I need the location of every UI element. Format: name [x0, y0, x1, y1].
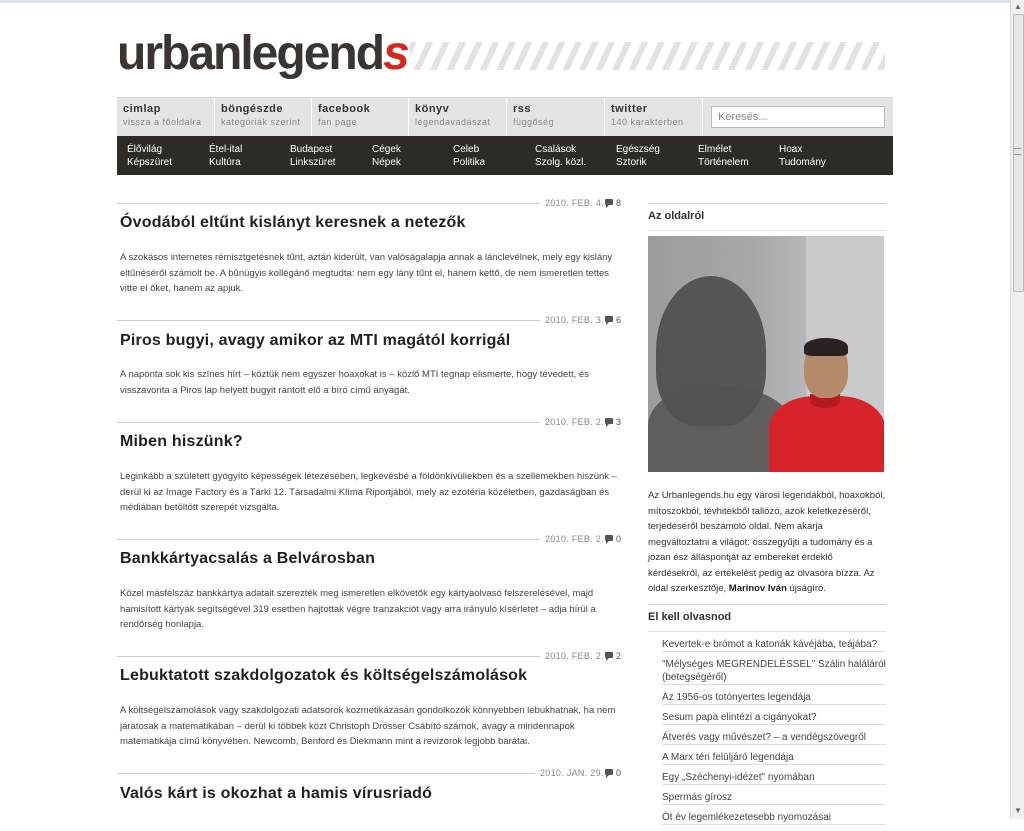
meta-divider [117, 320, 540, 321]
comment-count[interactable]: 6 [616, 315, 622, 325]
post-meta [117, 651, 622, 663]
logo-wordmark: urbanlegends [117, 27, 408, 80]
must-read-link[interactable]: Átverés vagy művészet? – a vendégszövegről [662, 731, 886, 745]
must-read-link[interactable]: Sesum papa elintézi a cigányokat? [662, 711, 886, 725]
nav-cimlap[interactable] [117, 98, 215, 137]
nav-bongeszde[interactable] [215, 98, 312, 137]
nav-subtitle: legendavadászat [415, 117, 491, 127]
must-read-heading-text: El kell olvasnod [648, 611, 732, 623]
post-title[interactable]: Bankkártyacsalás a Belvárosban [120, 550, 376, 567]
search-input[interactable] [711, 106, 885, 128]
nav-subtitle: kategóriák szerint [221, 117, 301, 127]
nav-konyv[interactable] [409, 98, 507, 137]
post-date: 2010. FEB. 2. [545, 417, 604, 427]
comment-count[interactable]: 3 [616, 417, 622, 427]
post-title[interactable]: Piros bugyi, avagy amikor az MTI magától korrigál [120, 332, 511, 349]
meta-divider [117, 656, 540, 657]
must-read-link[interactable]: Spermás gírosz [662, 791, 886, 805]
comment-icon[interactable] [605, 199, 613, 205]
vertical-scrollbar[interactable] [1010, 0, 1024, 819]
nav-title: böngészde [221, 103, 283, 115]
nav-twitter[interactable] [605, 98, 703, 137]
heading-underline [648, 230, 886, 231]
nav-title: cimlap [123, 103, 161, 115]
category-bar [117, 136, 893, 175]
comment-icon[interactable] [605, 316, 613, 322]
category-nepek[interactable]: Népek [372, 157, 401, 168]
nav-subtitle: vissza a főoldalra [123, 117, 202, 127]
post-meta [117, 768, 622, 780]
post-date: 2010. FEB. 2. [545, 651, 604, 661]
category-tortenelem[interactable]: Történelem [698, 157, 749, 168]
category-elmelet[interactable]: Elmélet [698, 144, 732, 155]
post-meta [117, 198, 622, 210]
post-meta [117, 315, 622, 327]
post-excerpt: A költségelszámolások vagy szakdolgozati adatsorok kozmetikázásán gondolkozók könnyebben lebukhatnak, ha nem járatosak a matematikában – derül ki többek közt Christoph Drösser Csábító számok, avagy a mindennapok matematikája című könyvében. Newcomb, Benford és Diekmann mint a revizorok legjobb barátai. [120, 705, 616, 747]
comment-count[interactable]: 0 [616, 534, 622, 544]
window-top-border [0, 0, 1010, 3]
logo-stripes-decoration [410, 42, 885, 70]
category-celeb[interactable]: Celeb [453, 144, 480, 155]
category-sztorik[interactable]: Sztorik [616, 157, 647, 168]
nav-title: rss [513, 103, 532, 115]
nav-title: twitter [611, 103, 648, 115]
must-read-list [662, 638, 886, 831]
nav-rss[interactable] [507, 98, 605, 137]
comment-icon[interactable] [605, 769, 613, 775]
post-excerpt: Leginkább a született gyógyító képességek létezésében, legkevésbé a földönkívüliekben és a szellemekben hiszünk – derül ki az Image Factory és a Tárki 12. Társadalmi Klíma Riportjából, mely az ezotéria közéletben, gazdaságban és médiában betöltött szerepét vizsgálta. [120, 471, 617, 513]
about-heading [648, 203, 886, 222]
comment-icon[interactable] [605, 418, 613, 424]
editor-name: Marinov Iván [728, 583, 787, 594]
category-kultura[interactable]: Kultúra [209, 157, 241, 168]
nav-title: facebook [318, 103, 371, 115]
category-cegek[interactable]: Cégek [372, 144, 401, 155]
post-date: 2010. FEB. 4. [545, 198, 604, 208]
editor-photo [648, 236, 884, 472]
meta-divider [117, 539, 540, 540]
post-date: 2010. FEB. 3. [545, 315, 604, 325]
must-read-link[interactable]: Egy „Széchenyi-idézet" nyomában [662, 771, 886, 785]
must-read-heading [648, 604, 886, 623]
heading-underline [648, 631, 886, 632]
about-text: Az Urbanlegends.hu egy városi legendákból, hoaxokból, mítoszokból, tévhitekből tallózó, azok keletkezéséről, terjedéséről beszámoló oldal. Nem akarja megváltoztatni a világot: összegyűjti a tudomány és a józan ész álláspontját az embereket érdeklő kérdésekről, az értékelést pedig az olvasóra bízza. Az oldal szerkesztője, Marinov Iván újságíró. [648, 490, 886, 594]
category-budapest[interactable]: Budapest [290, 144, 333, 155]
category-etel-ital[interactable]: Étel-ital [209, 144, 243, 155]
nav-title: könyv [415, 103, 450, 115]
comment-count[interactable]: 0 [616, 768, 622, 778]
comment-count[interactable]: 2 [616, 651, 622, 661]
post-title[interactable]: Miben hiszünk? [120, 433, 243, 450]
post-meta [117, 417, 622, 429]
photo-hair [804, 338, 848, 356]
about-heading-text: Az oldalról [648, 210, 705, 222]
meta-divider [117, 773, 535, 774]
site-logo[interactable] [117, 27, 887, 80]
nav-facebook[interactable] [312, 98, 409, 137]
must-read-link[interactable]: Öt év legemlékezetesebb nyomozásai [662, 811, 886, 825]
nav-subtitle: 140 karakterben [611, 117, 684, 127]
meta-divider [117, 203, 540, 204]
scroll-up-icon[interactable]: ▲ [1014, 2, 1022, 11]
nav-subtitle: fan page [318, 117, 358, 127]
scroll-grip-icon [1014, 148, 1021, 155]
post-title[interactable]: Óvodából eltűnt kislányt keresnek a netezők [120, 214, 466, 231]
must-read-link[interactable]: A Marx téri felüljáró legendája [662, 751, 886, 765]
top-navigation [117, 97, 893, 137]
category-linkszuret[interactable]: Linkszüret [290, 157, 336, 168]
comment-icon[interactable] [605, 535, 613, 541]
must-read-link[interactable]: Az 1956-os totónyertes legendája [662, 691, 886, 705]
category-hoax[interactable]: Hoax [779, 144, 803, 155]
post-date: 2010. JAN. 29. [540, 768, 604, 778]
must-read-link[interactable]: Kevertek-e brómot a katonák kávéjába, teájába? [662, 638, 886, 652]
category-csalasok[interactable]: Csalások [535, 144, 577, 155]
comment-icon[interactable] [605, 652, 613, 658]
category-politika[interactable]: Politika [453, 157, 486, 168]
post-date: 2010. FEB. 2. [545, 534, 604, 544]
category-egeszseg[interactable]: Egészség [616, 144, 660, 155]
post-meta [117, 534, 622, 546]
post-excerpt: Közel másfélszáz bankkártya adatait szerezték meg ismeretlen elkövetők egy kártyaolvasó felszerelésével, majd hamisított kártyák segítségével 319 esetben hajtottak végre tranzakciót vagy arra irányuló kísérletet – adja hírül a rendőrség honlapja. [120, 588, 596, 630]
category-szolg-kozl[interactable]: Szolg. közl. [535, 157, 587, 168]
post-title[interactable]: Valós kárt is okozhat a hamis vírusriadó [120, 785, 433, 802]
must-read-link[interactable]: "Mélységes MEGRENDELÉSSEL" Szálin haláláról (betegségéről) [662, 659, 886, 683]
comment-count[interactable]: 8 [616, 198, 622, 208]
post-excerpt: A szokásos internetes rémisztgetésnek tűnt, aztán kiderült, van valóságalapja annak a lánclevélnek, mely egy kislány eltűnéséről számolt be. A bűnügyis kollégánő megtudta: nem egy lány tűnt el, hanem kettő, de nem ismeretlen tettes vitte el őket, hanem az apjuk. [120, 252, 613, 294]
category-tudomany[interactable]: Tudomány [779, 157, 826, 168]
category-elovilag[interactable]: Élővilág [127, 144, 163, 155]
scroll-down-icon[interactable]: ▼ [1014, 806, 1022, 815]
nav-subtitle: függőség [513, 117, 555, 127]
post-excerpt: A naponta sok kis színes hírt – köztük nem egyszer hoaxokat is – közlő MTI tegnap elismerte, hogy tévedett, és visszavonta a Piros lap helyett bugyit rántott elő a bíró című anyagát. [120, 369, 589, 396]
post-title[interactable]: Lebuktatott szakdolgozatok és költségelszámolások [120, 667, 528, 684]
category-kepszuret[interactable]: Képszüret [127, 157, 173, 168]
meta-divider [117, 422, 540, 423]
